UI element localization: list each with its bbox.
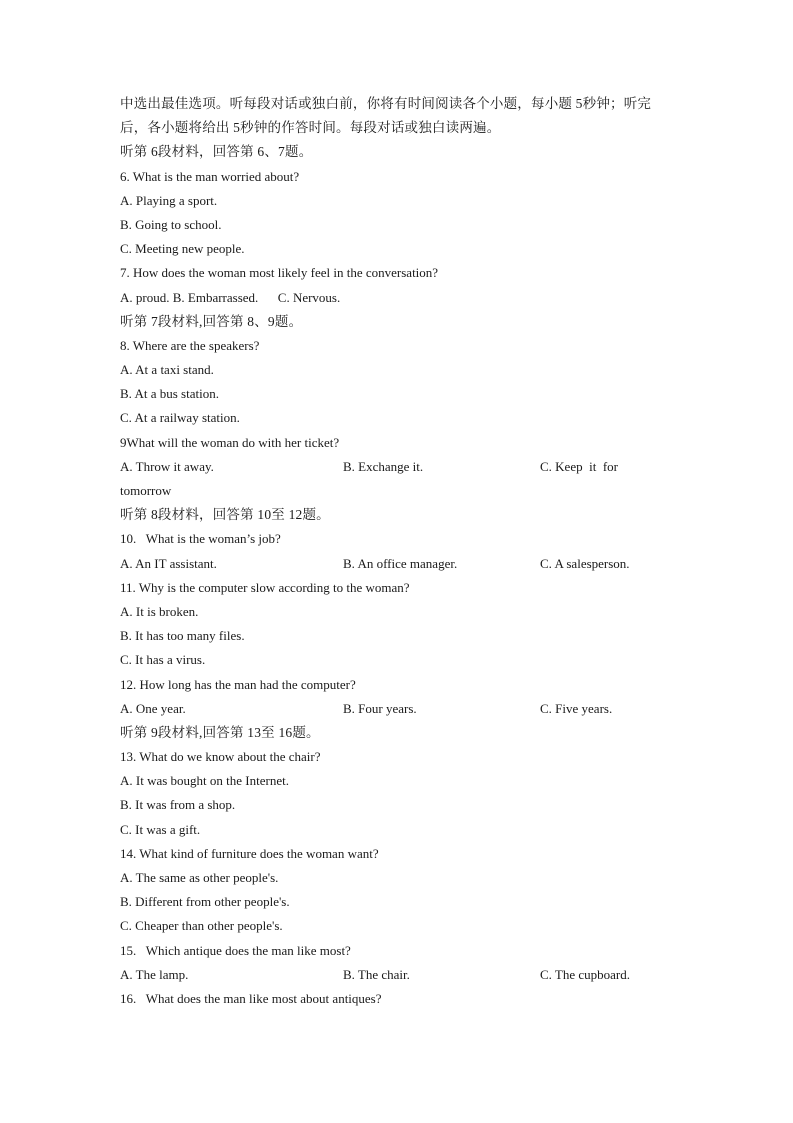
section-heading: 听第 6段材料，回答第 6、7题。 [120,144,313,160]
option-c: C. Meeting new people. [120,241,245,257]
question-stem: 6. What is the man worried about? [120,168,300,184]
option-c: C. It has a virus. [120,652,206,668]
option-a: A. It is broken. [120,603,199,619]
option-b: B. Going to school. [120,216,222,232]
question-stem: 9What will the woman do with her ticket? [120,434,340,450]
options-line: A. proud. B. Embarrassed. C. Nervous. [120,289,341,305]
option-c: C. At a railway station. [120,410,240,426]
option-a: A. The lamp. [120,966,189,982]
option-c: C. Cheaper than other people's. [120,918,283,934]
option-a: A. The same as other people's. [120,870,279,885]
option-c: C. Keep it for [540,458,618,474]
option-b: B. Exchange it. [343,458,424,474]
question-stem: 13. What do we know about the chair? [120,749,321,765]
option-a: A. One year. [120,700,186,716]
options-row [120,455,680,479]
options-row [120,963,680,987]
options-row [120,552,680,576]
question-stem: 10. What is the woman’s job? [120,531,281,547]
option-b: B. Four years. [343,700,417,716]
section-heading: 听第 8段材料，回答第 10至 12题。 [120,507,330,523]
intro-line-1: 中选出最佳选项。听每段对话或独白前，你将有时间阅读各个小题，每小题 5秒钟；听完 [120,96,652,111]
option-c-continuation: tomorrow [120,483,172,498]
option-a: A. At a taxi stand. [120,362,214,378]
question-stem: 8. Where are the speakers? [120,337,260,353]
exam-page [120,92,680,1011]
option-b: B. An office manager. [343,555,458,571]
option-c: C. A salesperson. [540,555,630,571]
question-stem: 11. Why is the computer slow according to the woman? [120,579,410,595]
question-stem: 7. How does the woman most likely feel in the conversation? [120,265,439,281]
option-c: C. It was a gift. [120,821,201,837]
option-a: A. An IT assistant. [120,555,217,571]
question-stem: 14. What kind of furniture does the woman want? [120,845,379,861]
option-c: C. The cupboard. [540,966,631,982]
intro-line-2: 后，各小题将给出 5秒钟的作答时间。每段对话或独白读两遍。 [120,120,501,136]
option-a: A. Throw it away. [120,458,214,474]
option-b: B. At a bus station. [120,386,219,402]
option-c: C. Five years. [540,700,613,716]
option-b: B. It has too many files. [120,628,245,644]
question-stem: 12. How long has the man had the computer? [120,676,356,692]
option-a: A. Playing a sport. [120,192,218,208]
option-b: B. Different from other people's. [120,894,290,910]
section-heading: 听第 9段材料,回答第 13至 16题。 [120,724,320,740]
option-b: B. The chair. [343,966,410,982]
section-heading: 听第 7段材料,回答第 8、9题。 [120,313,303,329]
option-a: A. It was bought on the Internet. [120,773,289,789]
question-stem: 15. Which antique does the man like most? [120,942,351,958]
options-row [120,697,680,721]
question-stem: 16. What does the man like most about antiques? [120,990,382,1006]
option-b: B. It was from a shop. [120,797,236,813]
